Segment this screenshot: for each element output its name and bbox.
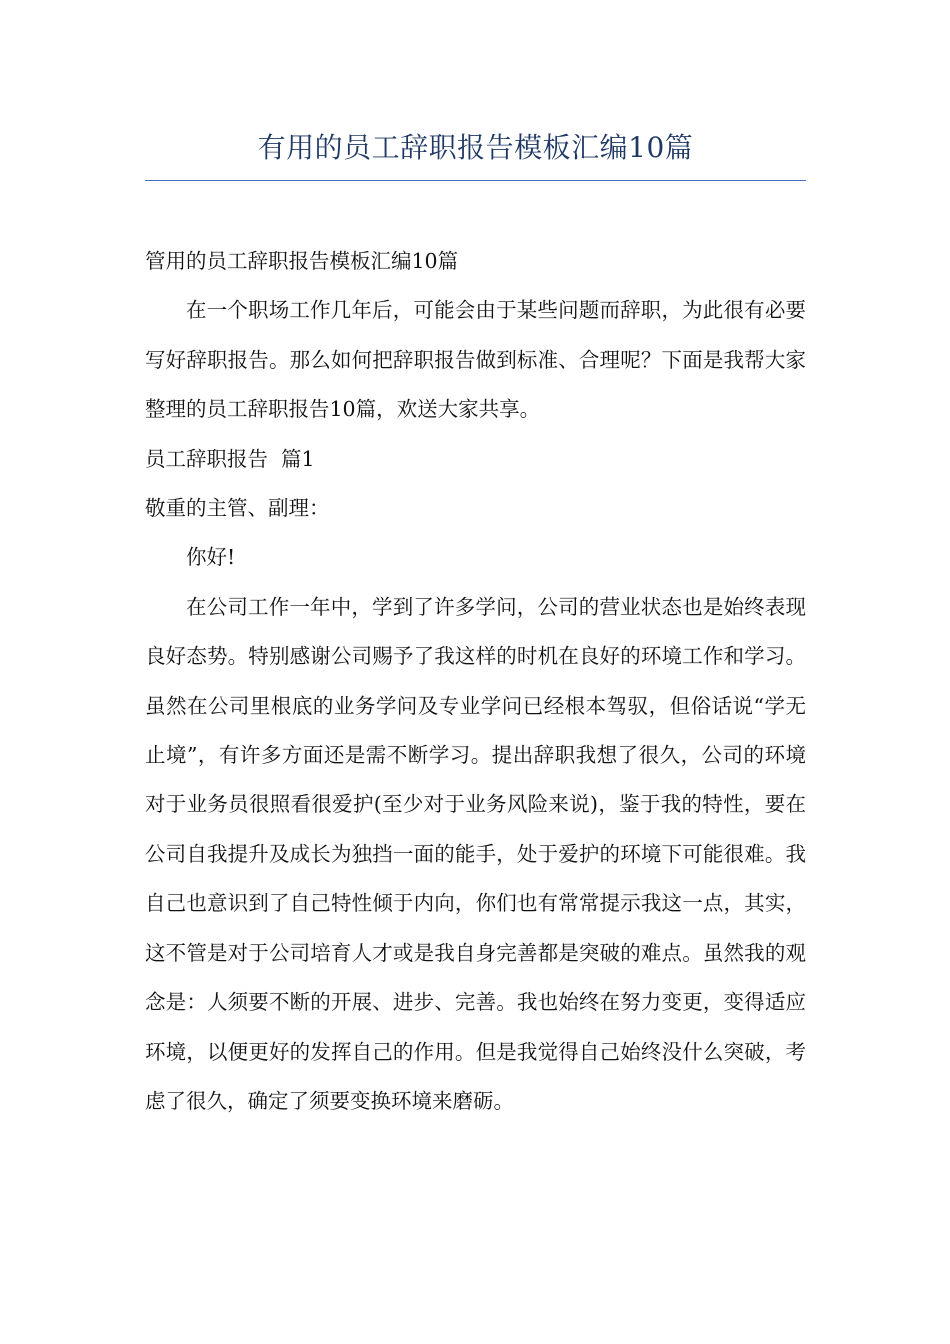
- document-title: 有用的员工辞职报告模板汇编10篇: [257, 131, 694, 164]
- document-body: [145, 237, 806, 1126]
- letter-body-paragraph: 在公司工作一年中，学到了许多学问，公司的营业状态也是始终表现良好态势。特别感谢公司赐予了我这样的时机在良好的环境工作和学习。虽然在公司里根底的业务学问及专业学问已经根本驾驭，但俗话说“学无止境”，有许多方面还是需不断学习。提出辞职我想了很久，公司的环境对于业务员很照看很爱护(至少对于业务风险来说)，鉴于我的特性，要在公司自我提升及成长为独挡一面的能手，处于爱护的环境下可能很难。我自己也意识到了自己特性倾于内向，你们也有常常提示我这一点，其实，这不管是对于公司培育人才或是我自身完善都是突破的难点。虽然我的观念是：人须要不断的开展、进步、完善。我也始终在努力变更，变得适应环境，以便更好的发挥自己的作用。但是我觉得自己始终没什么突破，考虑了很久，确定了须要变换环境来磨砺。: [145, 594, 806, 1113]
- subtitle-paragraph: 管用的员工辞职报告模板汇编10篇: [145, 249, 459, 273]
- salutation: 敬重的主管、副理：: [145, 496, 330, 521]
- section-heading: 员工辞职报告 篇1: [145, 446, 315, 471]
- greeting: 你好!: [186, 545, 236, 570]
- title-underline: [145, 180, 806, 181]
- intro-paragraph: 在一个职场工作几年后，可能会由于某些问题而辞职，为此很有必要写好辞职报告。那么如何把辞职报告做到标准、合理呢？下面是我帮大家整理的员工辞职报告10篇，欢送大家共享。: [145, 298, 806, 422]
